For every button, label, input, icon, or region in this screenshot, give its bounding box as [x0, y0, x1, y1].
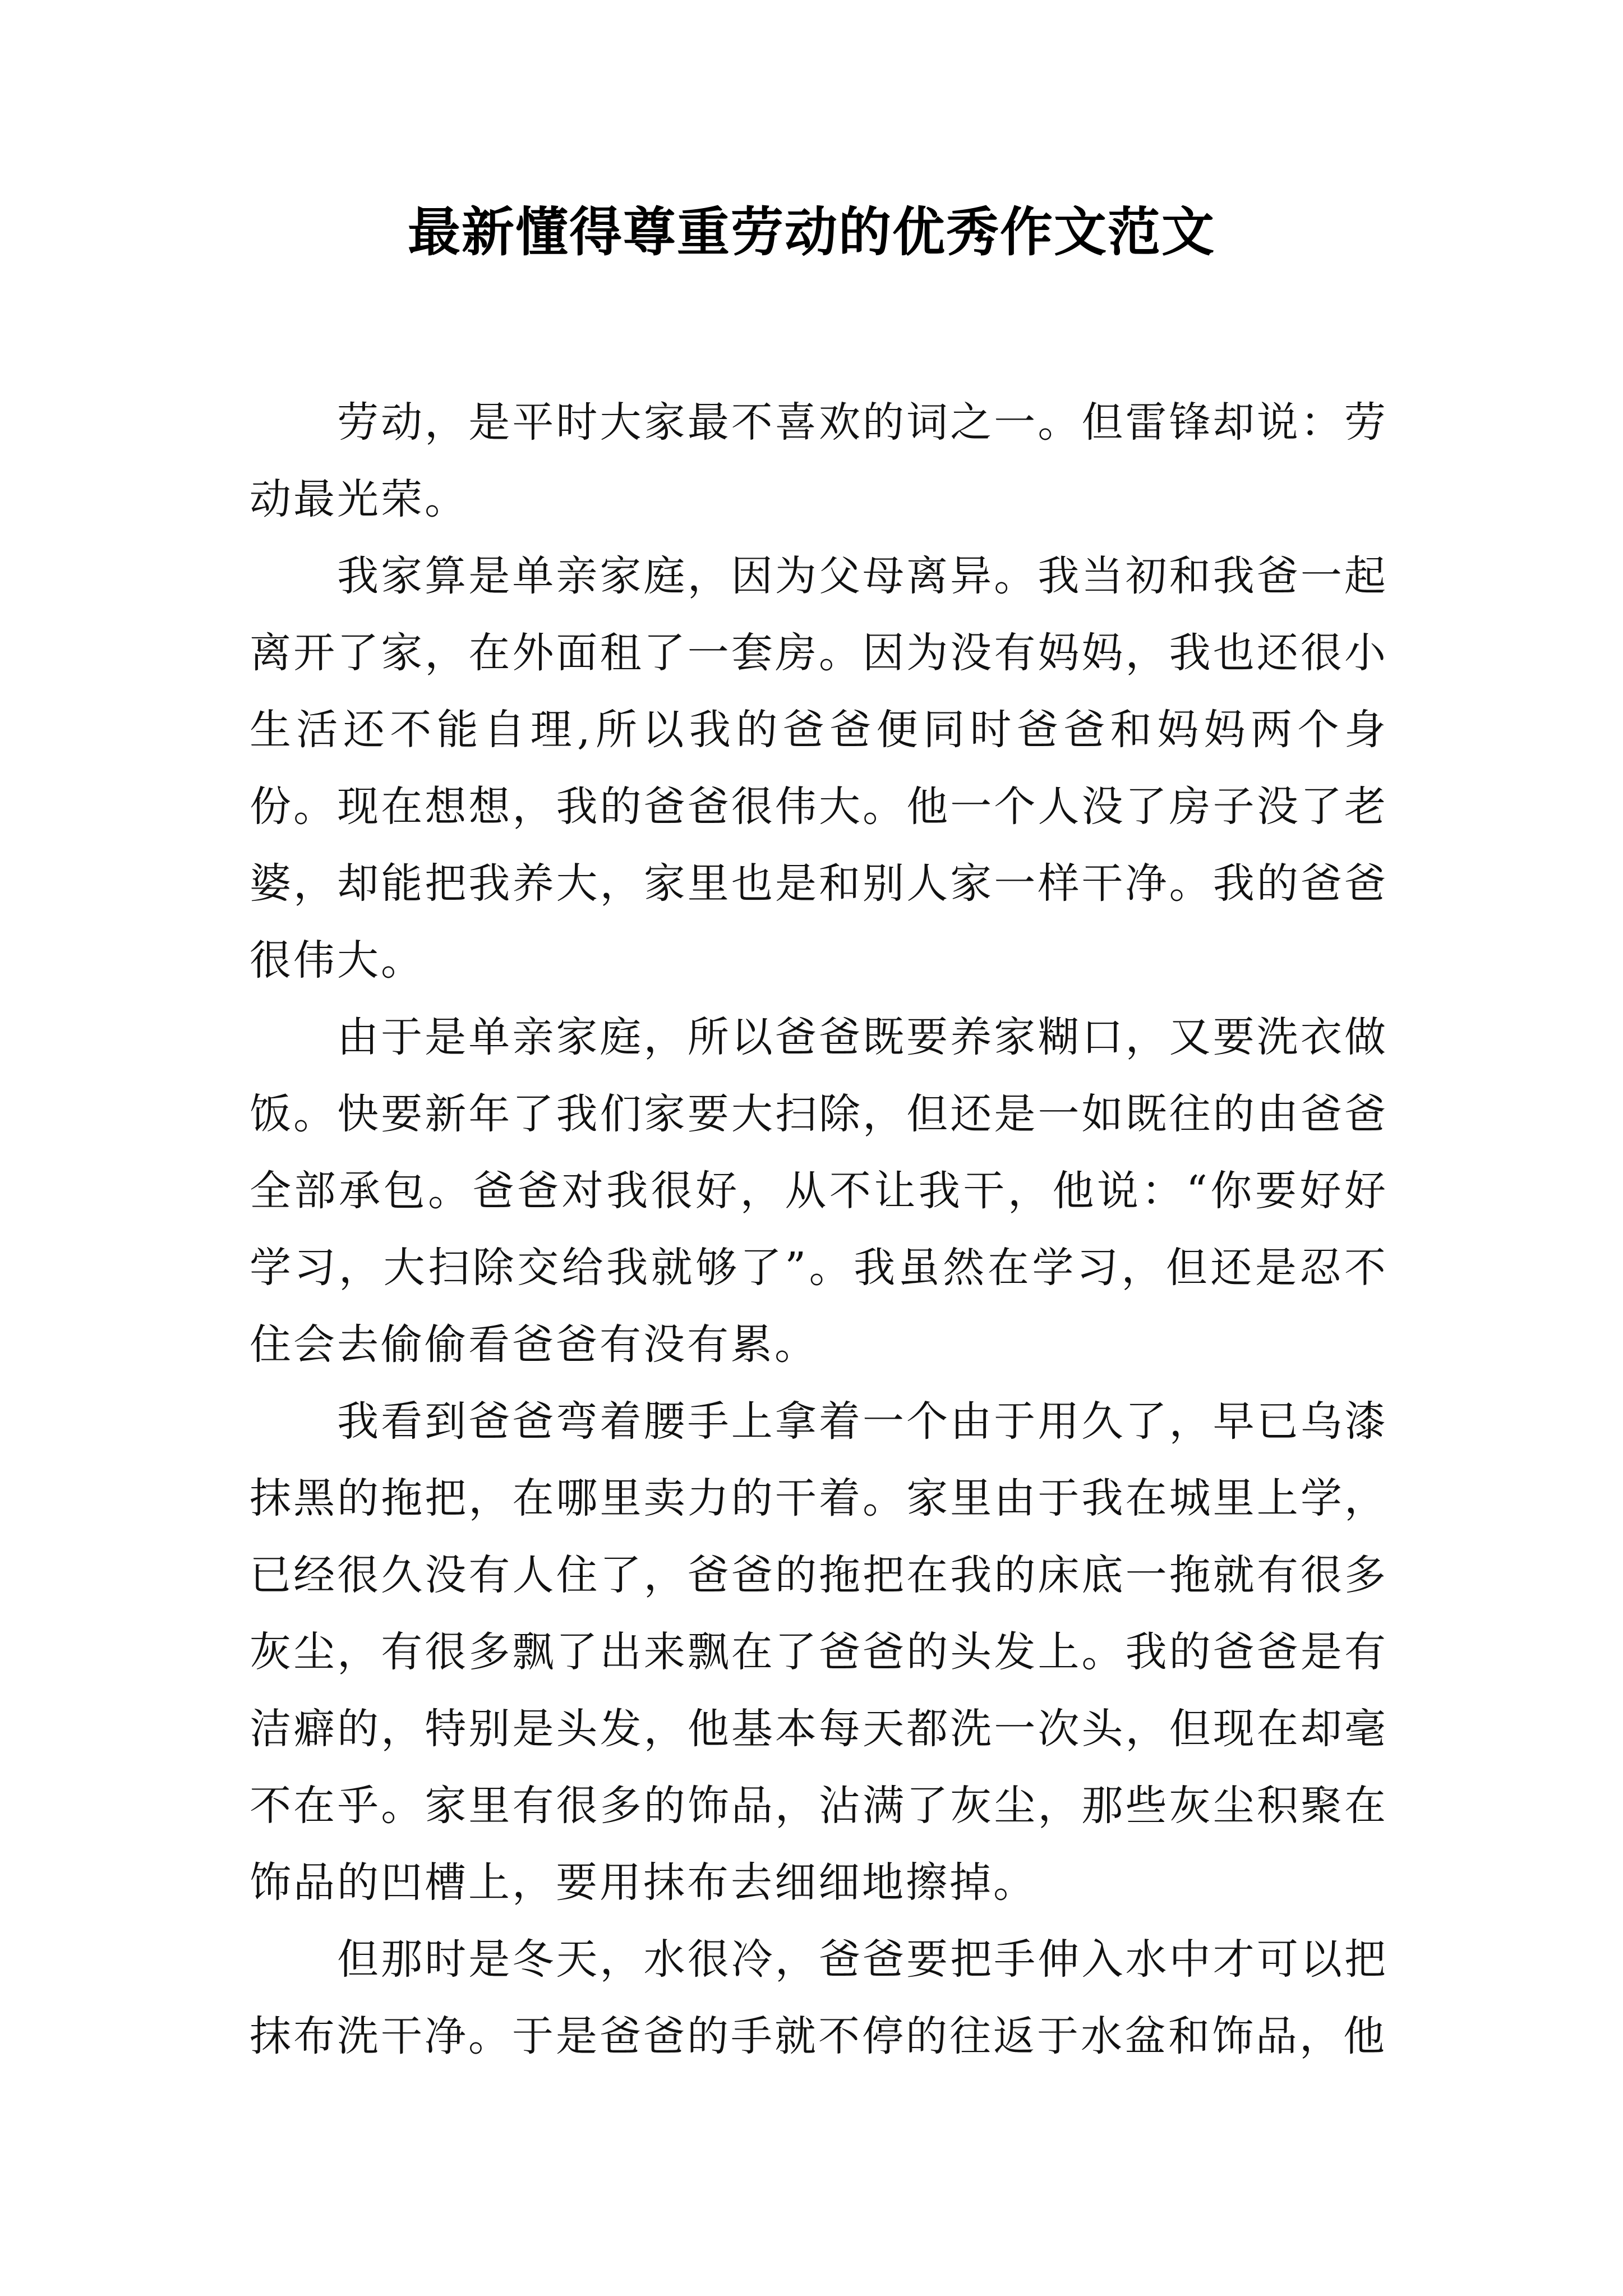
document-title: 最新懂得尊重劳动的优秀作文范文	[407, 202, 1215, 263]
paragraph: 我家算是单亲家庭，因为父母离异。我当初和我爸一起离开了家，在外面租了一套房。因为没有妈妈，我也还很小生活还不能自理,所以我的爸爸便同时爸爸和妈妈两个身份。现在想想，我的爸爸很伟大。他一个人没了房子没了老婆，却能把我养大，家里也是和别人家一样干净。我的爸爸很伟大。	[250, 552, 1388, 984]
paragraph: 劳动，是平时大家最不喜欢的词之一。但雷锋却说：劳动最光荣。	[250, 398, 1388, 523]
paragraph: 我看到爸爸弯着腰手上拿着一个由于用久了，早已乌漆抹黑的拖把，在哪里卖力的干着。家里由于我在城里上学，已经很久没有人住了，爸爸的拖把在我的床底一拖就有很多灰尘，有很多飘了出来飘在了爸爸的头发上。我的爸爸是有洁癖的，特别是头发，他基本每天都洗一次头，但现在却毫不在乎。家里有很多的饰品，沾满了灰尘，那些灰尘积聚在饰品的凹槽上，要用抹布去细细地擦掉。	[250, 1397, 1388, 1907]
paragraph: 但那时是冬天，水很冷，爸爸要把手伸入水中才可以把抹布洗干净。于是爸爸的手就不停的往返于水盆和饰品，他	[250, 1935, 1388, 2060]
document-body	[250, 384, 1388, 2075]
paragraph: 由于是单亲家庭，所以爸爸既要养家糊口，又要洗衣做饭。快要新年了我们家要大扫除，但还是一如既往的由爸爸全部承包。爸爸对我很好，从不让我干，他说：“你要好好学习，大扫除交给我就够了”。我虽然在学习，但还是忍不住会去偷偷看爸爸有没有累。	[250, 1013, 1388, 1369]
